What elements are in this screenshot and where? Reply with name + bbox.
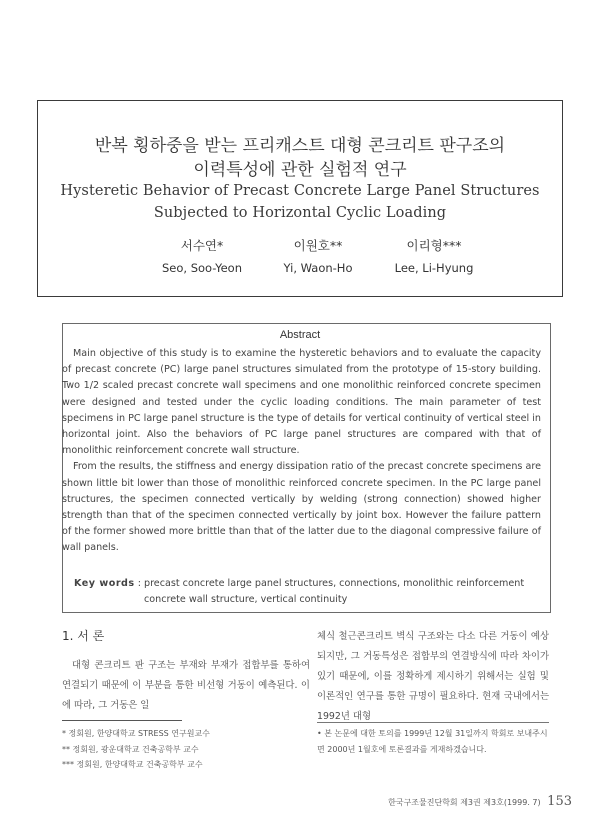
discussion-note: • 본 논문에 대한 토의를 1999년 12월 31일까지 학회로 보내주시면 2000년 1월호에 토론결과를 게재하겠습니다.: [317, 729, 548, 754]
introduction-text-left: 대형 콘크리트 판 구조는 부재와 부재가 접합부를 통하여 연결되기 때문에 이 부분을 통한 비선형 거동이 예측된다. 이에 따라, 그 거동은 일: [62, 660, 310, 711]
footnote-author-1: * 정회원, 한양대학교 STRESS 연구원교수: [62, 729, 210, 738]
english-title-line1: Hysteretic Behavior of Precast Concrete Large Panel Structures: [60, 183, 540, 199]
journal-citation: 한국구조물진단학회 제3권 제3호(1999. 7): [388, 798, 541, 807]
korean-title-line2: 이력특성에 관한 실험적 연구: [193, 160, 407, 180]
abstract-heading: Abstract: [279, 329, 321, 341]
author-3-english-name: Lee, Li-Hyung: [394, 261, 474, 275]
author-2-english-name: Yi, Waon-Ho: [283, 261, 353, 275]
abstract-body: [62, 346, 541, 557]
abstract-paragraph-1: Main objective of this study is to examine the hysteretic behaviors and to evaluate the capacity of precast concrete (PC) large panel structures simulated from the prototype of 15-story building. Two 1/2 scaled precast concrete wall specimens and one monolithic reinforced concrete specimen were designed and tested under the cyclic loading conditions. The main parameter of test specimens in PC large panel structure is the type of details for vertical continuity of vertical steel in horizontal joint. Also the behaviors of PC large panel structures are compared with that of monolithic reinforcement concrete wall structure.: [62, 348, 541, 457]
author-1-english-name: Seo, Soo-Yeon: [162, 261, 242, 275]
keywords-line2: concrete wall structure, vertical continuity: [144, 594, 348, 605]
keywords: [74, 576, 544, 608]
english-title-line2: Subjected to Horizontal Cyclic Loading: [153, 205, 447, 221]
author-3: [364, 236, 504, 275]
introduction-text-right: 체식 철근콘크리트 벽식 구조와는 다소 다른 거동이 예상되지만, 그 거동특성은 접합부의 연결방식에 따라 차이가 있기 때문에, 이를 정확하게 제시하기 위해서는 실험 및 이론적인 연구를 통한 규명이 필요하다. 현재 국내에서는 1992년 대형: [317, 631, 549, 722]
footnote-divider: [62, 720, 182, 721]
keywords-label: Key words: [74, 578, 135, 589]
page-number: 153: [547, 794, 572, 809]
page-footer: [360, 794, 572, 809]
keywords-line1: : precast concrete large panel structures, connections, monolithic reinforcement: [137, 578, 525, 589]
author-2-korean-name: 이원호**: [293, 238, 343, 253]
footnote-author-3: *** 정회원, 한양대학교 건축공학부 교수: [62, 760, 203, 769]
author-3-korean-name: 이리형***: [406, 238, 462, 253]
korean-title-line1: 반복 횡하중을 받는 프리캐스트 대형 콘크리트 판구조의: [94, 136, 506, 156]
abstract-paragraph-2: From the results, the stiffness and energy dissipation ratio of the precast concrete specimens are shown little bit lower than those of monolithic reinforced concrete specimen. In the PC large panel structures, the specimen connected vertically by welding (strong connection) showed higher strength than that of the specimen connected vertically by joint box. However the failure pattern of the former showed more brittle than that of the latter due to the diagonal compressive failure of wall panels.: [62, 461, 541, 554]
discussion-note-divider: [317, 722, 549, 723]
section-heading-introduction: 1. 서 론: [62, 629, 105, 643]
author-1-korean-name: 서수연*: [180, 238, 224, 253]
author-affiliation-footnotes: [62, 726, 312, 773]
left-column: [62, 627, 310, 716]
right-column: [317, 627, 549, 727]
footnote-author-2: ** 정회원, 광운대학교 건축공학부 교수: [62, 744, 199, 754]
